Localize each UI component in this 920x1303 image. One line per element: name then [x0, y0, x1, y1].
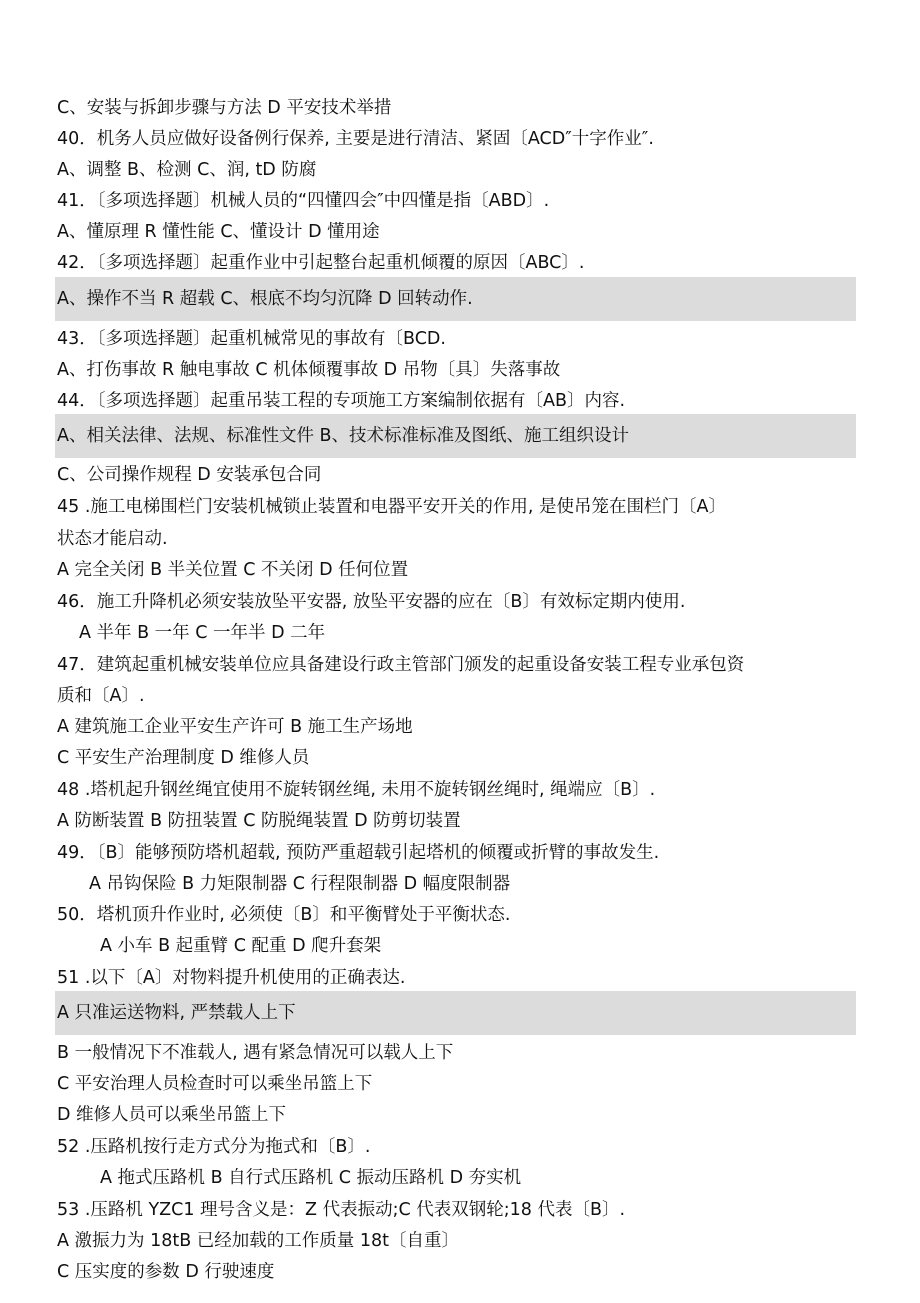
options-47: A 建筑施工企业平安生产许可 B 施工生产场地	[57, 717, 413, 737]
question-49: 49．〔B〕能够预防塔机超载, 预防严重超载引起塔机的倾覆或折臂的事故发生.	[57, 843, 660, 863]
text-line: C、安装与拆卸步骤与方法 D 平安技术举措	[57, 98, 392, 118]
options-52: A 拖式压路机 B 自行式压路机 C 振动压路机 D 夯实机	[100, 1168, 522, 1188]
options-53: C 压实度的参数 D 行驶速度	[57, 1262, 275, 1282]
options-51: C 平安治理人员检查时可以乘坐吊篮上下	[57, 1074, 373, 1094]
question-47: 质和〔A〕.	[57, 686, 145, 706]
question-48: 48 .塔机起升钢丝绳宜使用不旋转钢丝绳, 未用不旋转钢丝绳时, 绳端应〔B〕.	[57, 780, 656, 800]
options-44: C、公司操作规程 D 安装承包合同	[57, 465, 322, 485]
options-46: A 半年 B 一年 C 一年半 D 二年	[79, 623, 326, 643]
question-45: 状态才能启动.	[57, 529, 168, 549]
options-40: A、调整 B、检测 C、润, tD 防腐	[57, 160, 317, 180]
question-51: 51 .以下〔A〕对物料提升机使用的正确表达.	[57, 968, 406, 988]
options-48: A 防断装置 B 防扭装置 C 防脱绳装置 D 防剪切装置	[57, 811, 461, 831]
options-51: D 维修人员可以乘坐吊篮上下	[57, 1105, 287, 1125]
options-50: A 小车 B 起重臂 C 配重 D 爬升套架	[100, 936, 382, 956]
question-53: 53 .压路机 YZC1 理号含义是：Z 代表振动;C 代表双钢轮;18 代表〔B〕.	[57, 1200, 626, 1220]
options-49: A 吊钩保险 B 力矩限制器 C 行程限制器 D 幅度限制器	[89, 874, 511, 894]
options-44: A、相关法律、法规、标准性文件 B、技术标准标准及图纸、施工组织设计	[57, 426, 630, 446]
options-47: C 平安生产治理制度 D 维修人员	[57, 748, 310, 768]
options-53: A 激振力为 18tB 已经加载的工作质量 18t〔自重〕	[57, 1231, 459, 1251]
options-51: B 一般情况下不准载人, 遇有紧急情况可以载人上下	[57, 1043, 454, 1063]
options-41: A、懂原理 R 懂性能 C、懂设计 D 懂用途	[57, 222, 380, 242]
options-43: A、打伤事故 R 触电事故 C 机体倾覆事故 D 吊物〔具〕失落事故	[57, 360, 561, 380]
question-41: 41．〔多项选择题〕机械人员的“四懂四会″中四懂是指〔ABD〕.	[57, 191, 550, 211]
question-50: 50．塔机顶升作业时, 必须使〔B〕和平衡臂处于平衡状态.	[57, 905, 511, 925]
question-44: 44．〔多项选择题〕起重吊装工程的专项施工方案编制依据有〔AB〕内容.	[57, 391, 626, 411]
question-42: 42．〔多项选择题〕起重作业中引起整台起重机倾覆的原因〔ABC〕.	[57, 253, 585, 273]
question-46: 46．施工升降机必须安装放坠平安器, 放坠平安器的应在〔B〕有效标定期内使用.	[57, 592, 686, 612]
question-40: 40．机务人员应做好设备例行保养, 主要是进行清洁、紧固〔ACD″十字作业″.	[57, 129, 654, 149]
question-47: 47．建筑起重机械安装单位应具备建设行政主管部门颁发的起重设备安装工程专业承包资	[57, 655, 745, 675]
options-51: A 只准运送物料, 严禁载人上下	[57, 1003, 296, 1023]
options-45: A 完全关闭 B 半关位置 C 不关闭 D 任何位置	[57, 560, 409, 580]
question-43: 43．〔多项选择题〕起重机械常见的事故有〔BCD.	[57, 329, 446, 349]
options-42: A、操作不当 R 超载 C、根底不均匀沉降 D 回转动作.	[57, 289, 473, 309]
question-52: 52 .压路机按行走方式分为拖式和〔B〕.	[57, 1137, 371, 1157]
question-45: 45 .施工电梯围栏门安装机械锁止装置和电器平安开关的作用, 是使吊笼在围栏门〔A〕	[57, 497, 726, 517]
